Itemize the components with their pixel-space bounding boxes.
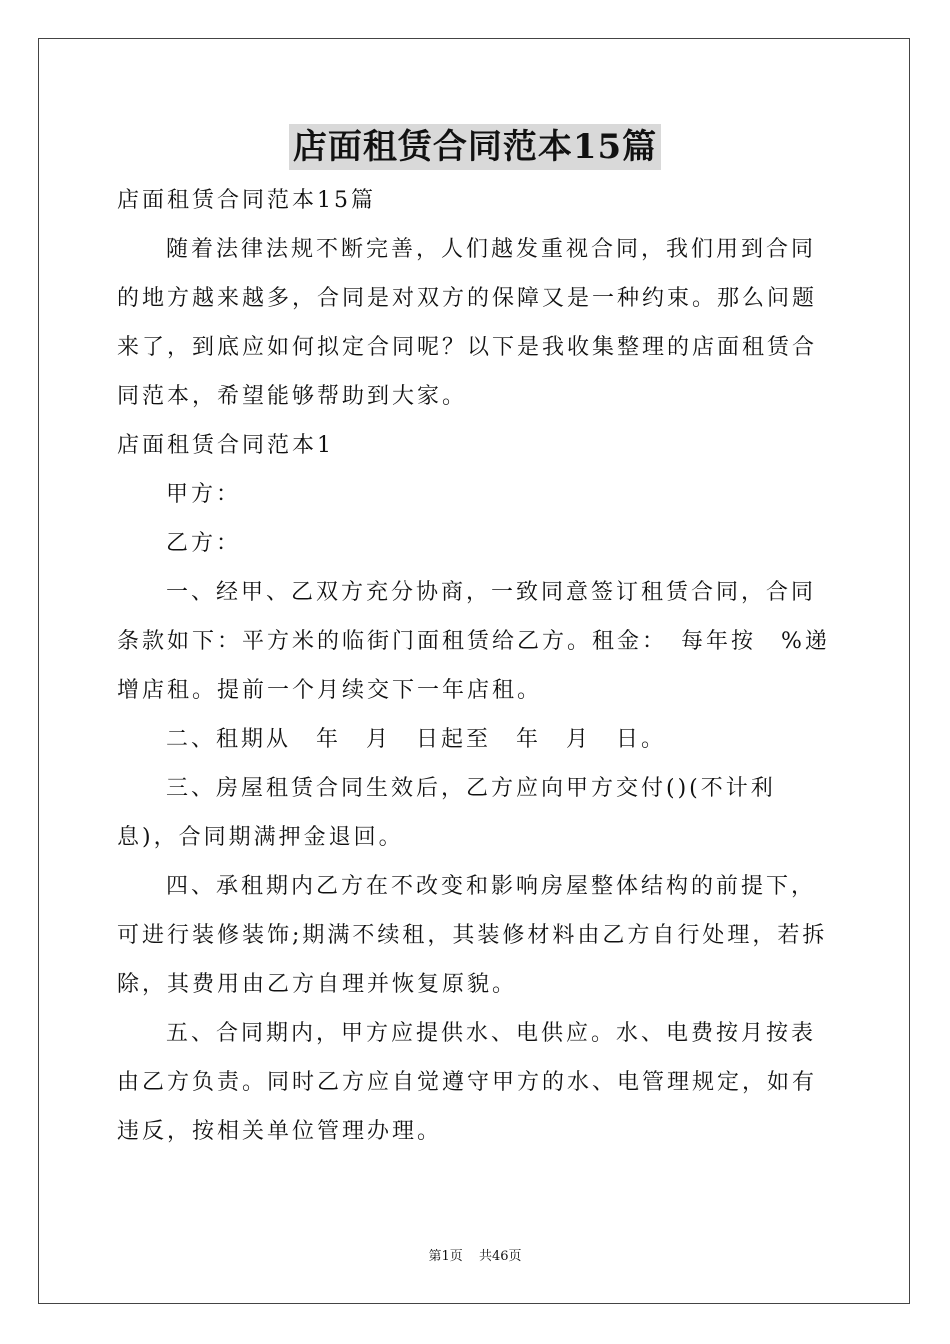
party-a-line: 甲方： (166, 482, 242, 507)
party-b-line: 乙方： (166, 531, 242, 556)
clause-4: 四、承租期内乙方在不改变和影响房屋整体结构的前提下，可进行装修装饰;期满不续租，其装修材料由乙方自行处理，若拆除，其费用由乙方自理并恢复原貌。 (117, 874, 828, 997)
page-total: 共46页 (478, 1249, 522, 1264)
page-footer (0, 1248, 950, 1266)
clause-3: 三、房屋租赁合同生效后，乙方应向甲方交付()(不计利息)，合同期满押金退回。 (117, 776, 776, 850)
intro-paragraph: 随着法律法规不断完善，人们越发重视合同，我们用到合同的地方越来越多，合同是对双方的保障又是一种约束。那么问题来了，到底应如何拟定合同呢？以下是我收集整理的店面租赁合同范本，希望能够帮助到大家。 (117, 237, 818, 409)
document-title: 店面租赁合同范本15篇 (289, 124, 661, 170)
clause-1: 一、经甲、乙双方充分协商，一致同意签订租赁合同，合同条款如下：平方米的临街门面租赁给乙方。租金： 每年按 %递增店租。提前一个月续交下一年店租。 (117, 580, 830, 703)
clause-5: 五、合同期内，甲方应提供水、电供应。水、电费按月按表由乙方负责。同时乙方应自觉遵守甲方的水、电管理规定，如有违反，按相关单位管理办理。 (117, 1021, 818, 1144)
section-heading: 店面租赁合同范本1 (117, 433, 334, 458)
clause-2: 二、租期从 年 月 日起至 年 月 日。 (166, 727, 667, 752)
document-body (117, 176, 837, 1156)
document-subtitle: 店面租赁合同范本15篇 (117, 188, 376, 213)
page-number: 第1页 (428, 1249, 463, 1264)
title-wrap (0, 124, 950, 170)
